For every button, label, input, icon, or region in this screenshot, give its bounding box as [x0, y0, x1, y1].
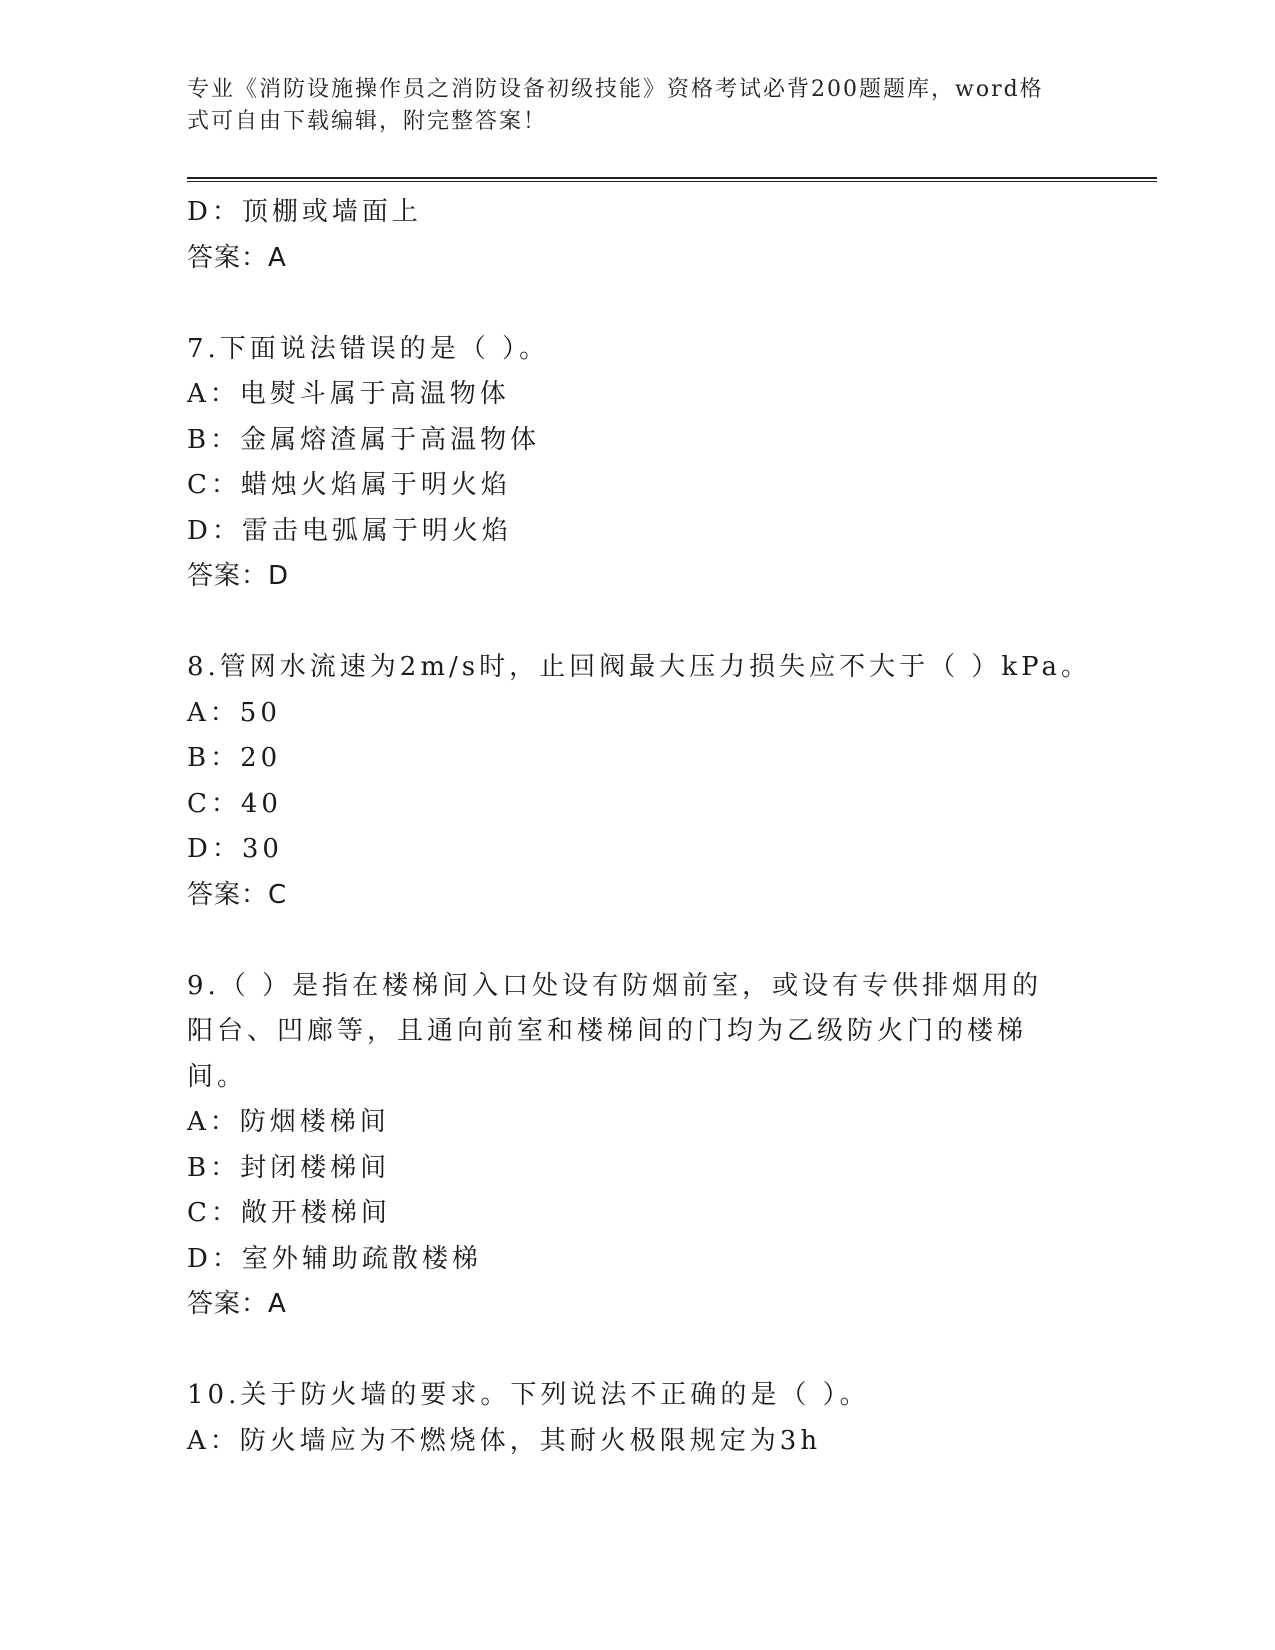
option-c: C：敞开楼梯间: [187, 1198, 391, 1228]
option-d: D：顶棚或墙面上: [187, 197, 422, 227]
answer-line: 答案：A: [187, 242, 287, 273]
spacer: [187, 281, 1067, 327]
spacer: [187, 600, 1067, 646]
option-c: C：蜡烛火焰属于明火焰: [187, 470, 511, 500]
option-a: A：防烟楼梯间: [187, 1107, 390, 1137]
answer-line: 答案：A: [187, 1289, 287, 1319]
answer-line: 答案：D: [187, 561, 290, 591]
question-stem: 7.下面说法错误的是（ ）。: [187, 333, 550, 364]
question-stem: 9.（ ）是指在楼梯间入口处设有防烟前室，或设有专供排烟用的阳台、凹廊等，且通向前室和楼梯间的门均为乙级防火门的楼梯间。: [187, 970, 1043, 1092]
option-a: A：防火墙应为不燃烧体，其耐火极限规定为3h: [187, 1425, 822, 1456]
option-d: D：30: [187, 834, 283, 864]
question-list: [187, 190, 1091, 1464]
question-10: [187, 1373, 1067, 1464]
header-divider: [187, 177, 1157, 182]
option-a: A：50: [187, 697, 281, 728]
question-9: [187, 964, 1067, 1328]
option-b: B：20: [187, 743, 282, 773]
option-a: A：电熨斗属于高温物体: [187, 379, 510, 409]
spacer: [187, 918, 1067, 964]
question-stem: 10.关于防火墙的要求。下列说法不正确的是（ ）。: [187, 1380, 870, 1410]
question-7: [187, 327, 1067, 600]
question-8: [187, 645, 1091, 918]
document-header: [187, 74, 1067, 138]
option-d: D：雷击电弧属于明火焰: [187, 515, 512, 546]
option-c: C：40: [187, 788, 282, 819]
option-b: B：金属熔渣属于高温物体: [187, 424, 541, 455]
question-stem: 8.管网水流速为2m/s时，止回阀最大压力损失应不大于（ ）kPa。: [187, 652, 1091, 682]
answer-line: 答案：C: [187, 879, 288, 910]
header-text: 专业《消防设施操作员之消防设备初级技能》资格考试必背200题题库，word格式可自由下载编辑，附完整答案！: [187, 77, 1044, 134]
option-d: D：室外辅助疏散楼梯: [187, 1243, 482, 1274]
spacer: [187, 1328, 1067, 1374]
option-b: B：封闭楼梯间: [187, 1152, 391, 1183]
question-fragment: [187, 190, 1067, 281]
